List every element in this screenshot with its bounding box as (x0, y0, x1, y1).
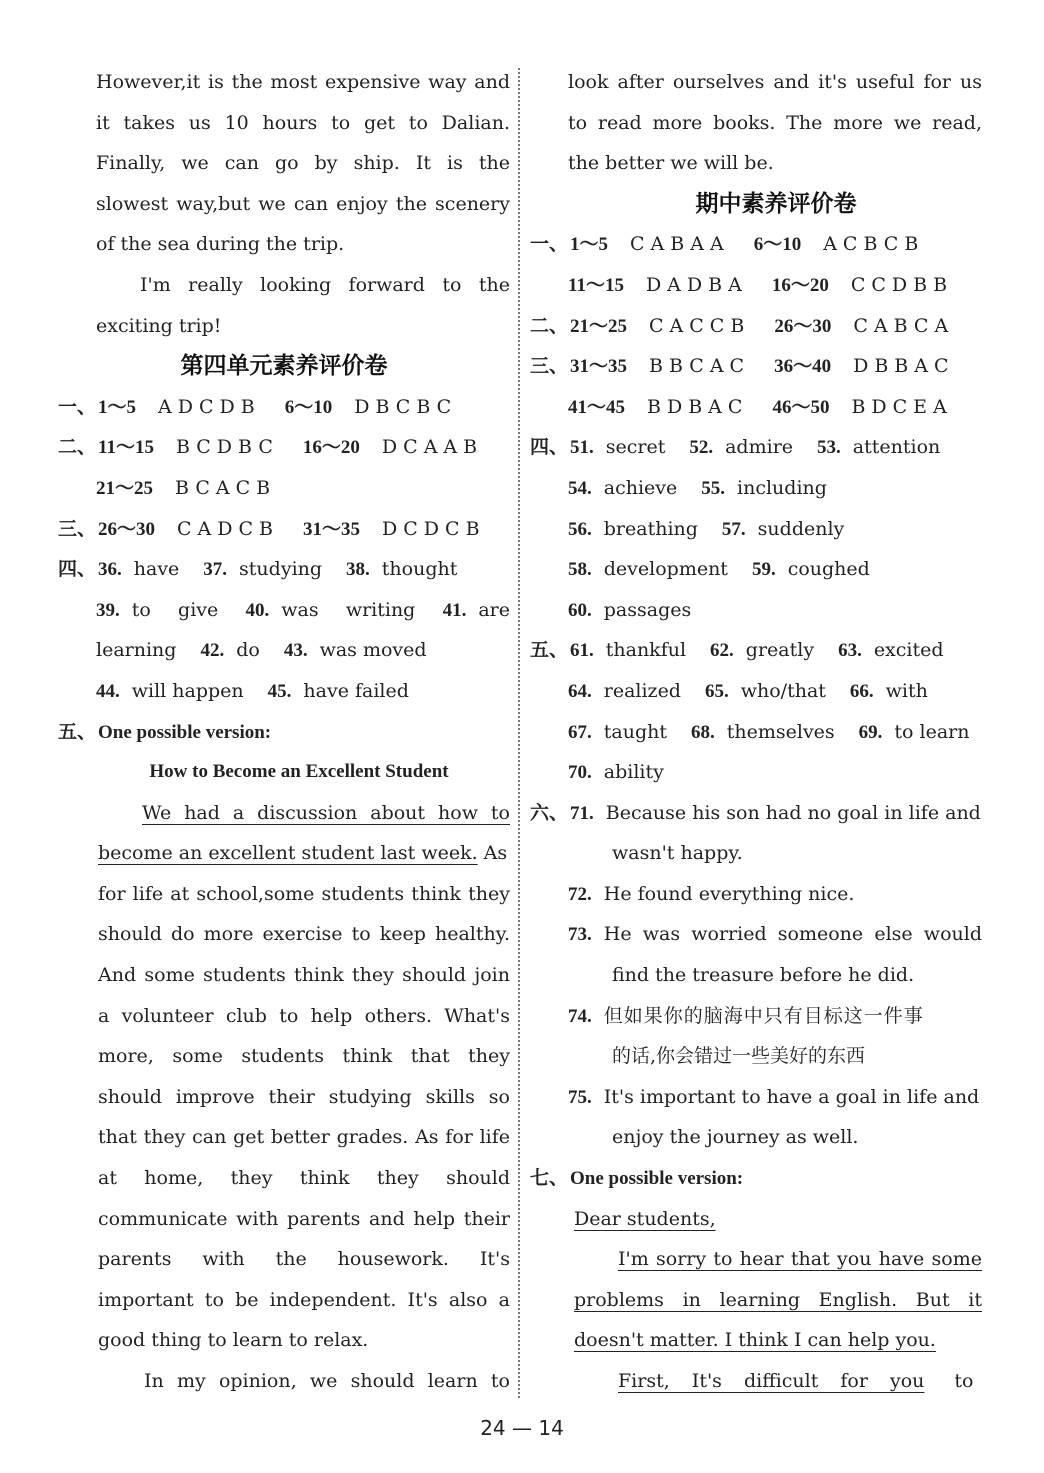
item-number: 75. (568, 1086, 592, 1108)
item-number: 66. (849, 680, 874, 702)
answer: thought (381, 558, 458, 581)
answer-row (58, 509, 510, 550)
essay-line: should do more exercise to keep healthy. (98, 923, 510, 946)
answer-row (530, 427, 982, 468)
item-number: 54. (568, 477, 592, 499)
item-number: 41. (442, 599, 467, 621)
version-intro: One possible version: (98, 721, 272, 743)
item-number: 74. (568, 1005, 592, 1027)
underlined-text: Dear students, (574, 1207, 716, 1230)
answer-row (530, 590, 982, 631)
answer: thankful (605, 639, 687, 662)
essay-line: for life at school,some students think they (98, 882, 510, 905)
range: 36～40 (774, 356, 832, 378)
item-number: 38. (346, 559, 370, 581)
answer: are (478, 598, 510, 621)
text-line: exciting trip! (96, 314, 222, 337)
page-number: 24 — 14 (480, 1416, 564, 1440)
answer-key: CABCA (853, 314, 955, 337)
section-label: 五、 (530, 639, 569, 662)
answer-row (530, 387, 982, 428)
answer-row: 的话,你会错过一些美好的东西 (612, 1045, 866, 1068)
answer-key: CABAA (630, 233, 730, 256)
text-line: slowest way,but we can enjoy the scenery (96, 192, 510, 215)
answer: have (133, 558, 180, 581)
range: 21～25 (570, 315, 628, 337)
text-line: of the sea during the trip. (96, 233, 345, 256)
item-number: 52. (689, 437, 714, 459)
answer-key: BCDBC (175, 436, 279, 459)
answer-key: CADCB (177, 517, 280, 540)
answer: studying (239, 558, 323, 581)
section-label: 三、 (58, 517, 97, 540)
item-number: 69. (858, 721, 883, 743)
item-number: 61. (570, 640, 594, 662)
section-label: 一、 (530, 233, 569, 256)
range: 26～30 (774, 315, 832, 337)
essay-line (530, 1320, 982, 1361)
answer-row (58, 590, 510, 631)
range: 16～20 (302, 437, 360, 459)
essay-line: that they can get better grades. As for life (98, 1126, 510, 1149)
column-divider (518, 68, 520, 1398)
item-number: 60. (568, 599, 592, 621)
item-number: 64. (568, 680, 592, 702)
item-number: 42. (200, 640, 225, 662)
unit4-title: 第四单元素养评价卷 (180, 353, 388, 380)
essay-line (530, 1361, 982, 1402)
section-label: 一、 (58, 395, 97, 418)
item-number: 58. (568, 559, 592, 581)
text-line: to read more books. The more we read, (568, 111, 982, 134)
answer-row (530, 996, 982, 1037)
answer: He found everything nice. (603, 882, 855, 905)
essay-line (530, 1199, 982, 1240)
underlined-text: doesn't matter. I think I can help you. (574, 1329, 936, 1352)
section-label: 二、 (58, 436, 97, 459)
answer: including (737, 476, 827, 499)
right-column (530, 62, 982, 1402)
item-number: 53. (817, 437, 841, 459)
range: 6～10 (753, 234, 802, 256)
answer-row (530, 752, 982, 793)
section-label: 五、 (58, 720, 97, 743)
item-number: 36. (98, 559, 122, 581)
underlined-text: problems in learning English. But it (574, 1288, 982, 1311)
answer-row (530, 224, 982, 265)
range: 41～45 (568, 396, 626, 418)
item-number: 67. (568, 721, 592, 743)
answer-row: enjoy the journey as well. (612, 1126, 859, 1149)
section-heading (530, 1158, 982, 1199)
answer-row (530, 549, 982, 590)
answer: secret (605, 436, 666, 459)
item-number: 59. (751, 559, 776, 581)
answer-key: CACCB (649, 314, 751, 337)
essay-line: good thing to learn to relax. (98, 1329, 369, 1352)
answer: attention (852, 436, 941, 459)
range: 11～15 (98, 437, 154, 459)
item-number: 57. (721, 518, 746, 540)
answer: do (236, 639, 260, 662)
answer-row (530, 671, 982, 712)
essay-line: a volunteer club to help others. What's (98, 1004, 510, 1027)
answer-key: BDBAC (647, 395, 749, 418)
answer-row (530, 712, 982, 753)
text-line: I'm really looking forward to the (140, 273, 510, 296)
answer: development (603, 558, 728, 581)
answer: taught (603, 720, 667, 743)
underlined-text: I'm sorry to hear that you have some (618, 1248, 982, 1271)
text-line: Finally, we can go by ship. It is the (96, 152, 510, 175)
essay-line (530, 1239, 982, 1280)
essay-line: more, some students think that they (98, 1045, 510, 1068)
item-number: 45. (267, 680, 292, 702)
answer: to give (131, 598, 219, 621)
answer: learning (96, 639, 177, 662)
text-fragment: As (477, 842, 508, 865)
answer-key: BCACB (175, 476, 277, 499)
answer-row (530, 874, 982, 915)
section-heading (58, 712, 510, 753)
answer-row (530, 306, 982, 347)
range: 21～25 (96, 477, 154, 499)
underlined-text: become an excellent student last week. (98, 842, 478, 865)
item-number: 55. (701, 477, 726, 499)
answer-row (58, 468, 510, 509)
item-number: 56. (568, 518, 592, 540)
answer: achieve (603, 476, 678, 499)
item-number: 44. (96, 680, 120, 702)
item-number: 40. (245, 599, 270, 621)
answer: ability (603, 761, 664, 784)
text-line: look after ourselves and it's useful for us (568, 71, 982, 93)
answer-row (530, 346, 982, 387)
answer-key: BBCAC (649, 355, 751, 378)
answer-row (530, 1077, 982, 1118)
answer-key: DCDCB (382, 517, 486, 540)
answer-row (530, 509, 982, 550)
item-number: 70. (568, 762, 592, 784)
answer: have failed (303, 679, 409, 702)
range: 6～10 (284, 396, 333, 418)
text-line: the better we will be. (568, 152, 774, 175)
text-fragment: to (954, 1370, 974, 1392)
answer-row (530, 468, 982, 509)
answer-row (530, 630, 982, 671)
essay-line: And some students think they should join (98, 964, 510, 987)
essay-line: In my opinion, we should learn to (144, 1370, 510, 1392)
section-label: 六、 (530, 801, 569, 824)
section-label: 四、 (530, 436, 569, 459)
item-number: 65. (704, 680, 729, 702)
range: 46～50 (772, 396, 830, 418)
answer-row (58, 630, 510, 671)
essay-line: communicate with parents and help their (98, 1207, 510, 1230)
answer: who/that (740, 679, 826, 702)
essay-line (530, 1280, 982, 1321)
answer-key: DCAAB (381, 436, 484, 459)
answer-key: BDCEA (851, 395, 953, 418)
essay-line (58, 833, 510, 874)
answer: breathing (603, 517, 698, 540)
answer: It's important to have a goal in life and (603, 1085, 980, 1108)
underlined-text: We had a discussion about how to (142, 801, 510, 824)
essay-line: parents with the housework. It's (98, 1248, 510, 1271)
item-number: 51. (570, 437, 594, 459)
answer: was writing (281, 598, 416, 621)
answer: with (885, 679, 928, 702)
text-line: However,it is the most expensive way and (96, 71, 510, 93)
item-number: 73. (568, 924, 592, 946)
answer-row (58, 549, 510, 590)
answer-key: ADCDB (158, 395, 261, 418)
answer: greatly (745, 639, 815, 662)
underlined-text: First, It's difficult for you (618, 1370, 925, 1392)
answer-row: wasn't happy. (612, 842, 743, 865)
answer: Because his son had no goal in life and (605, 801, 981, 824)
left-column (58, 62, 510, 1402)
essay-line: important to be independent. It's also a (98, 1288, 510, 1311)
answer: 但如果你的脑海中只有目标这一件事 (603, 1004, 924, 1027)
item-number: 37. (203, 559, 228, 581)
range: 11～15 (568, 274, 624, 296)
answer-row: find the treasure before he did. (612, 964, 915, 987)
answer: realized (603, 679, 681, 702)
range: 1～5 (98, 396, 137, 418)
answer-row (58, 387, 510, 428)
range: 1～5 (570, 234, 609, 256)
answer-row (530, 793, 982, 834)
item-number: 62. (710, 640, 734, 662)
midterm-title: 期中素养评价卷 (695, 190, 857, 217)
answer-key: ACBCB (823, 233, 925, 256)
section-label: 四、 (58, 558, 97, 581)
item-number: 63. (838, 640, 862, 662)
essay-line (58, 793, 510, 834)
answer: will happen (131, 679, 244, 702)
answer: was moved (319, 639, 427, 662)
answer-row (58, 671, 510, 712)
item-number: 72. (568, 883, 592, 905)
version-intro: One possible version: (570, 1168, 744, 1190)
answer-row (58, 427, 510, 468)
section-label: 二、 (530, 314, 569, 337)
answer: He was worried someone else would (603, 923, 982, 946)
item-number: 43. (283, 640, 308, 662)
answer-key: CCDBB (850, 273, 954, 296)
range: 26～30 (98, 518, 156, 540)
answer: excited (873, 639, 944, 662)
answer: themselves (726, 720, 835, 743)
text-line: it takes us 10 hours to get to Dalian. (96, 111, 510, 134)
answer: passages (603, 598, 692, 621)
answer-key: DADBA (645, 273, 748, 296)
answer: coughed (787, 558, 870, 581)
essay-line: should improve their studying skills so (98, 1085, 510, 1108)
answer-row (530, 914, 982, 955)
section-label: 三、 (530, 355, 569, 378)
essay-line: at home, they think they should (98, 1167, 510, 1190)
answer: to learn (894, 720, 970, 743)
answer-row (530, 265, 982, 306)
item-number: 68. (690, 721, 715, 743)
item-number: 71. (570, 802, 594, 824)
answer-key: DBBAC (853, 355, 955, 378)
essay-title: How to Become an Excellent Student (149, 761, 449, 783)
section-label: 七、 (530, 1167, 569, 1190)
item-number: 39. (96, 599, 120, 621)
range: 31～35 (570, 356, 628, 378)
range: 16～20 (771, 274, 829, 296)
range: 31～35 (303, 518, 361, 540)
answer: suddenly (757, 517, 845, 540)
answer: admire (725, 436, 794, 459)
answer-key: DBCBC (354, 395, 458, 418)
